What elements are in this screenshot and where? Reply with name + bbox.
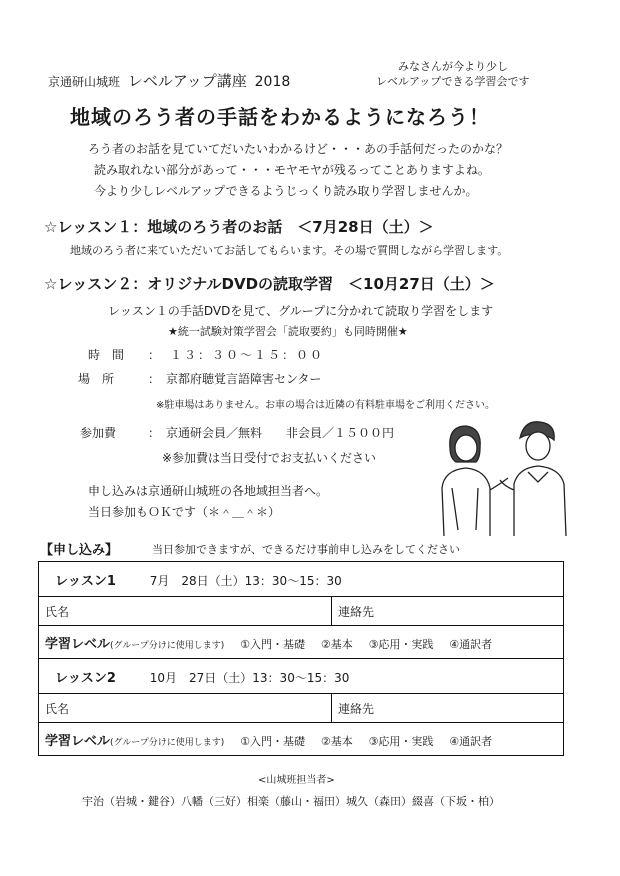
- lesson1-level-row: [39, 626, 564, 659]
- lesson2-name-field[interactable]: [39, 694, 332, 723]
- org-name: 京通研山城班: [48, 75, 121, 89]
- lesson2-level-option-2[interactable]: ②基本: [320, 734, 353, 748]
- lesson1-level-option-2[interactable]: ②基本: [320, 637, 353, 651]
- exam-note: ★統一試験対策学習会「読取要約」も同時開催★: [168, 325, 408, 338]
- lesson2-level-option-4[interactable]: ④通訳者: [449, 734, 493, 748]
- lesson2-level-row: [39, 723, 564, 756]
- lesson2-name-row: [39, 694, 564, 723]
- form-heading: 【申し込み】: [40, 543, 119, 558]
- level-note: (グループ分けに使用します): [110, 640, 225, 651]
- name-label: 氏名: [45, 604, 70, 619]
- lesson1-form-date: 7月 28日（土）13：30〜15：30: [149, 573, 342, 588]
- contact-label: 連絡先: [338, 701, 375, 716]
- time-label: 時 間: [88, 348, 125, 362]
- lesson2-contact-field[interactable]: [332, 694, 564, 723]
- tagline-line-1: みなさんが今より少し: [398, 60, 508, 73]
- lesson2-form-title: レッスン2: [55, 670, 116, 686]
- event-name: レベルアップ講座: [127, 72, 247, 90]
- lesson1-contact-field[interactable]: [332, 597, 564, 626]
- lesson1-name-field[interactable]: [39, 597, 332, 626]
- fee-value: ： 京通研会員／無料 非会員／１５００円: [148, 426, 395, 440]
- fee-note: ※参加費は当日受付でお支払いください: [162, 451, 377, 465]
- lesson2-level-option-1[interactable]: ①入門・基礎: [240, 734, 306, 748]
- level-label: 学習レベル: [45, 733, 111, 749]
- apply-line-2: 当日参加もＯＫです（＊＾＿＾＊）: [88, 505, 281, 519]
- lesson2-description: レッスン１の手話DVDを見て、グループに分かれて読取り学習をします: [108, 304, 494, 318]
- intro-line-2: 読み取れない部分があって・・・モヤモヤが残るってことありますよね。: [94, 163, 490, 177]
- place-label: 場 所: [78, 372, 115, 386]
- fee-label: 参加費: [80, 426, 117, 440]
- page-title: 地域のろう者の手話をわかるようになろう！: [70, 105, 490, 129]
- lesson1-row: [39, 562, 564, 597]
- time-value: ： １３：３０〜１５：００: [148, 348, 325, 362]
- parking-note: ※駐車場はありません。お車の場合は近隣の有料駐車場をご利用ください。: [156, 400, 495, 411]
- footer-people: 宇治（岩城・鍵谷）八幡（三好）相楽（藤山・福田）城久（森田）綴喜（下坂・柏）: [82, 795, 500, 808]
- lesson2-heading: ☆レッスン２：オリジナルDVDの読取学習 ＜10月27日（土）＞: [44, 275, 495, 293]
- lesson2-form-date: 10月 27日（土）13：30〜15：30: [149, 670, 350, 685]
- name-label: 氏名: [45, 701, 70, 716]
- contact-label: 連絡先: [338, 604, 375, 619]
- footer-label: <山城班担当者>: [258, 775, 335, 786]
- application-form: [38, 561, 564, 756]
- level-label: 学習レベル: [45, 636, 111, 652]
- apply-line-1: 申し込みは京通研山城班の各地域担当者へ。: [88, 484, 329, 498]
- tagline-line-2: レベルアップできる学習会です: [376, 75, 530, 88]
- intro-line-1: ろう者のお話を見ていてだいたいわかるけど・・・あの手話何だったのかな？: [88, 142, 509, 156]
- lesson1-level-option-3[interactable]: ③応用・実践: [368, 637, 434, 651]
- header-org: [48, 70, 290, 91]
- lesson2-level-option-3[interactable]: ③応用・実践: [368, 734, 434, 748]
- lesson1-description: 地域のろう者に来ていただいてお話してもらいます。その場で質問しながら学習します。: [70, 244, 509, 257]
- level-note: (グループ分けに使用します): [110, 737, 225, 748]
- form-heading-note: 当日参加できますが、できるだけ事前申し込みをしてください: [152, 543, 460, 556]
- lesson1-form-title: レッスン1: [55, 573, 116, 589]
- lesson2-row: [39, 659, 564, 694]
- people-illustration: [428, 418, 578, 536]
- lesson1-level-option-1[interactable]: ①入門・基礎: [240, 637, 306, 651]
- lesson1-heading: ☆レッスン１：地域のろう者のお話 ＜7月28日（土）＞: [44, 218, 434, 236]
- event-year: 2018: [254, 74, 291, 90]
- place-value: ： 京都府聴覚言語障害センター: [148, 372, 322, 386]
- lesson1-level-option-4[interactable]: ④通訳者: [449, 637, 493, 651]
- lesson1-name-row: [39, 597, 564, 626]
- intro-line-3: 今より少しレベルアップできるようじっくり読み取り学習しませんか。: [94, 184, 478, 198]
